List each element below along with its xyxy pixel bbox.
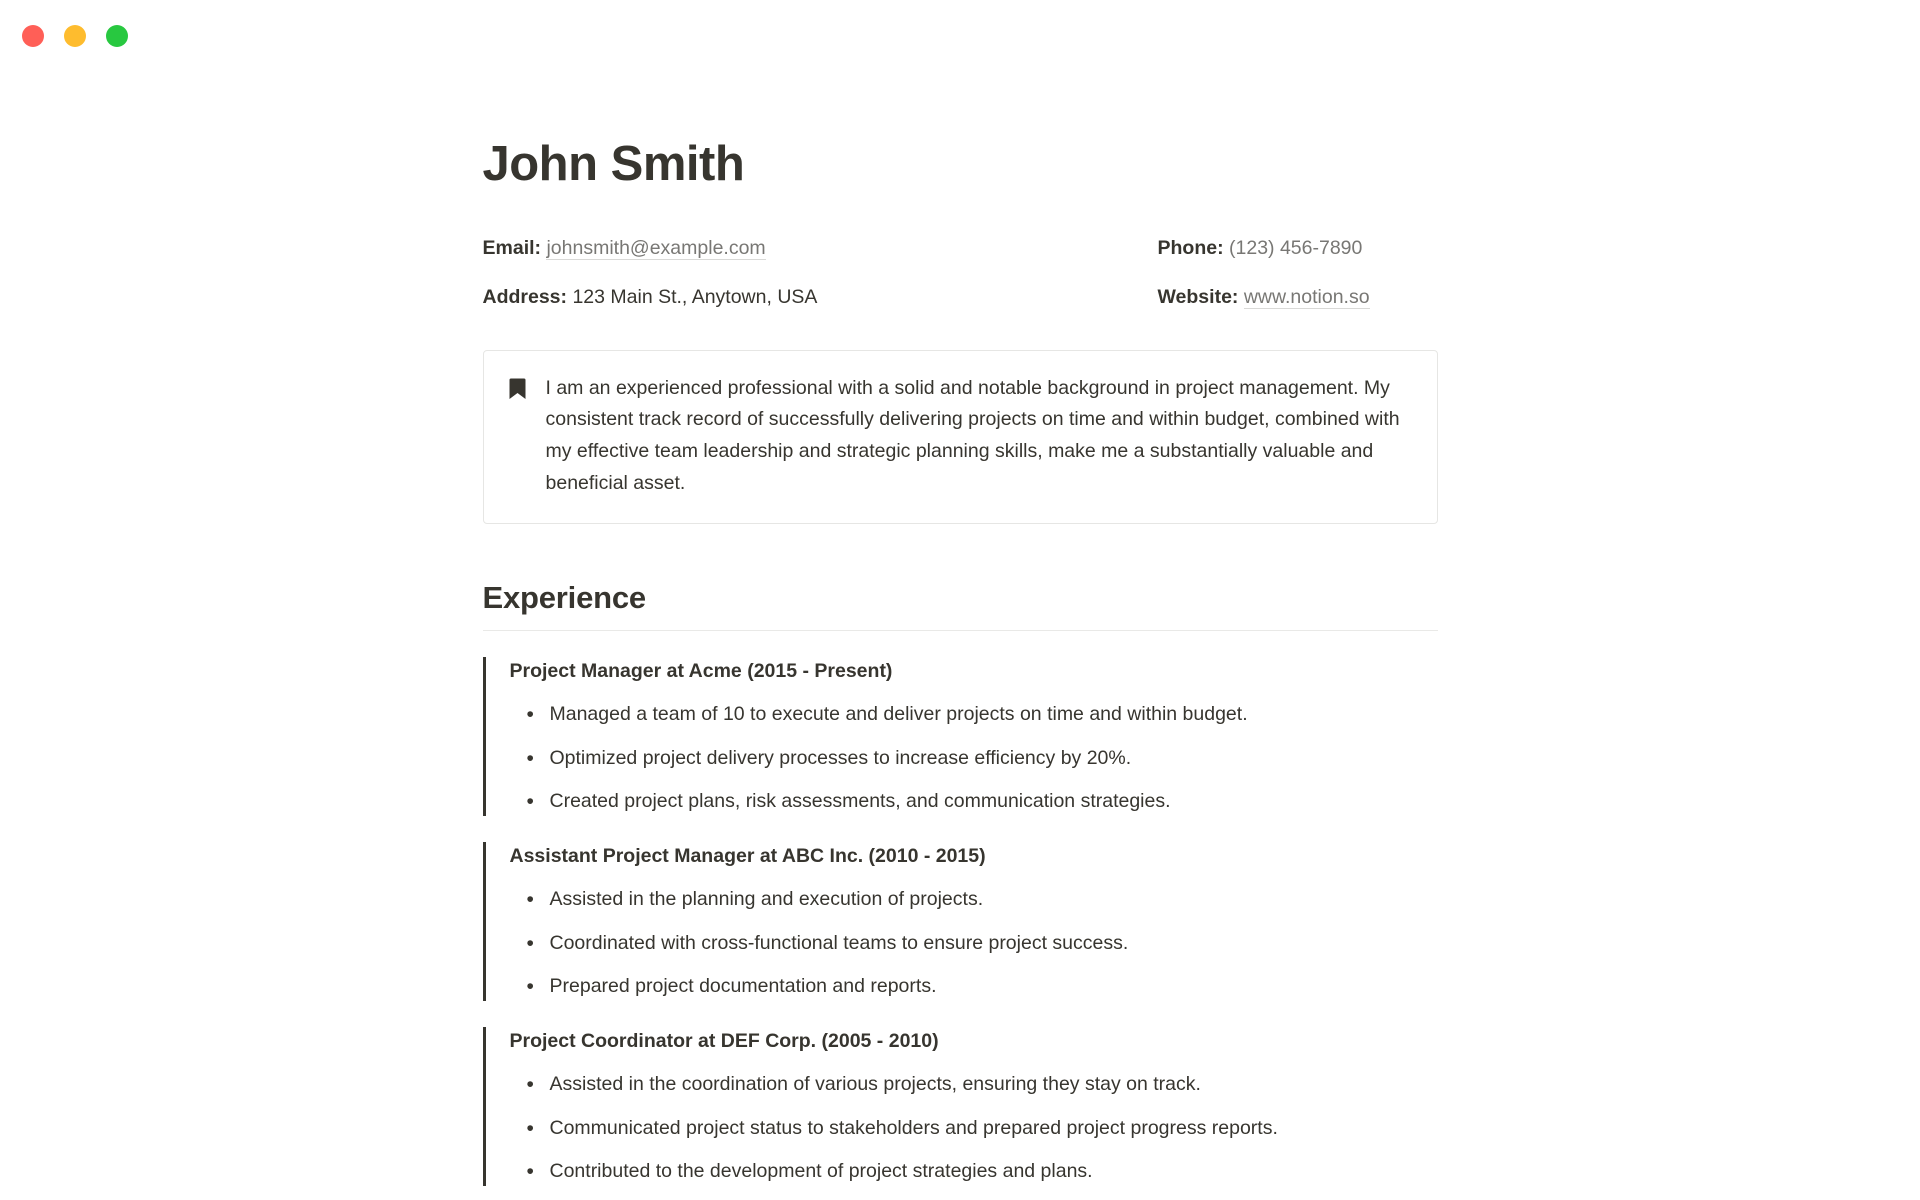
list-item: • Assisted in the coordination of various projects, ensuring they stay on track.: [510, 1070, 1438, 1099]
summary-text: I am an experienced professional with a solid and notable background in project management. My consistent track record of successfully delivering projects on time and within budget, combined with my effective team leadership and strategic planning skills, make me a substantially valuable and beneficial asset.: [545, 376, 1400, 494]
document-page: [0, 136, 1920, 1200]
contact-address-label: Address:: [482, 285, 568, 308]
section-heading-experience: Experience: [482, 580, 646, 616]
summary-callout: [483, 350, 1438, 524]
minimize-window-button[interactable]: [64, 25, 86, 47]
job-title: Project Coordinator at DEF Corp. (2005 - 2010): [509, 1030, 939, 1053]
contact-phone: [1103, 234, 1438, 263]
job-title: Project Manager at Acme (2015 - Present): [509, 660, 893, 683]
list-item: • Communicated project status to stakeholders and prepared project progress reports.: [510, 1114, 1438, 1143]
job-bullet-list: [510, 700, 1438, 816]
close-window-button[interactable]: [22, 25, 44, 47]
list-item: • Contributed to the development of project strategies and plans.: [510, 1157, 1438, 1186]
bookmark-icon: [508, 377, 527, 406]
experience-entry: [483, 842, 1438, 1001]
resume-document: [483, 136, 1438, 1200]
job-bullet-list: [510, 885, 1438, 1001]
window-titlebar: [0, 0, 1920, 72]
list-item: • Created project plans, risk assessments, and communication strategies.: [510, 787, 1438, 816]
list-item: • Prepared project documentation and reports.: [510, 972, 1438, 1001]
job-bullet-list: [510, 1070, 1438, 1186]
section-divider: [483, 630, 1438, 631]
contact-address: [483, 283, 1103, 312]
contact-email-value[interactable]: johnsmith@example.com: [546, 237, 766, 260]
contact-website-label: Website:: [1157, 285, 1239, 308]
contact-email-label: Email:: [482, 237, 542, 260]
list-item: • Managed a team of 10 to execute and deliver projects on time and within budget.: [510, 700, 1438, 729]
maximize-window-button[interactable]: [106, 25, 128, 47]
window-traffic-lights: [22, 25, 128, 47]
contact-address-value: 123 Main St., Anytown, USA: [572, 285, 818, 308]
list-item: • Assisted in the planning and execution of projects.: [510, 885, 1438, 914]
experience-entry: [483, 657, 1438, 816]
contact-phone-label: Phone:: [1157, 237, 1224, 260]
contact-website: [1103, 283, 1438, 312]
contact-info: [483, 234, 1438, 312]
list-item: • Optimized project delivery processes to increase efficiency by 20%.: [510, 744, 1438, 773]
list-item: • Coordinated with cross-functional teams to ensure project success.: [510, 929, 1438, 958]
experience-entry: [483, 1027, 1438, 1186]
contact-email: [483, 234, 1103, 263]
contact-website-value[interactable]: www.notion.so: [1243, 285, 1370, 308]
contact-phone-value: (123) 456-7890: [1229, 237, 1363, 260]
page-title: John Smith: [482, 137, 745, 191]
job-title: Assistant Project Manager at ABC Inc. (2010 - 2015): [509, 845, 986, 868]
